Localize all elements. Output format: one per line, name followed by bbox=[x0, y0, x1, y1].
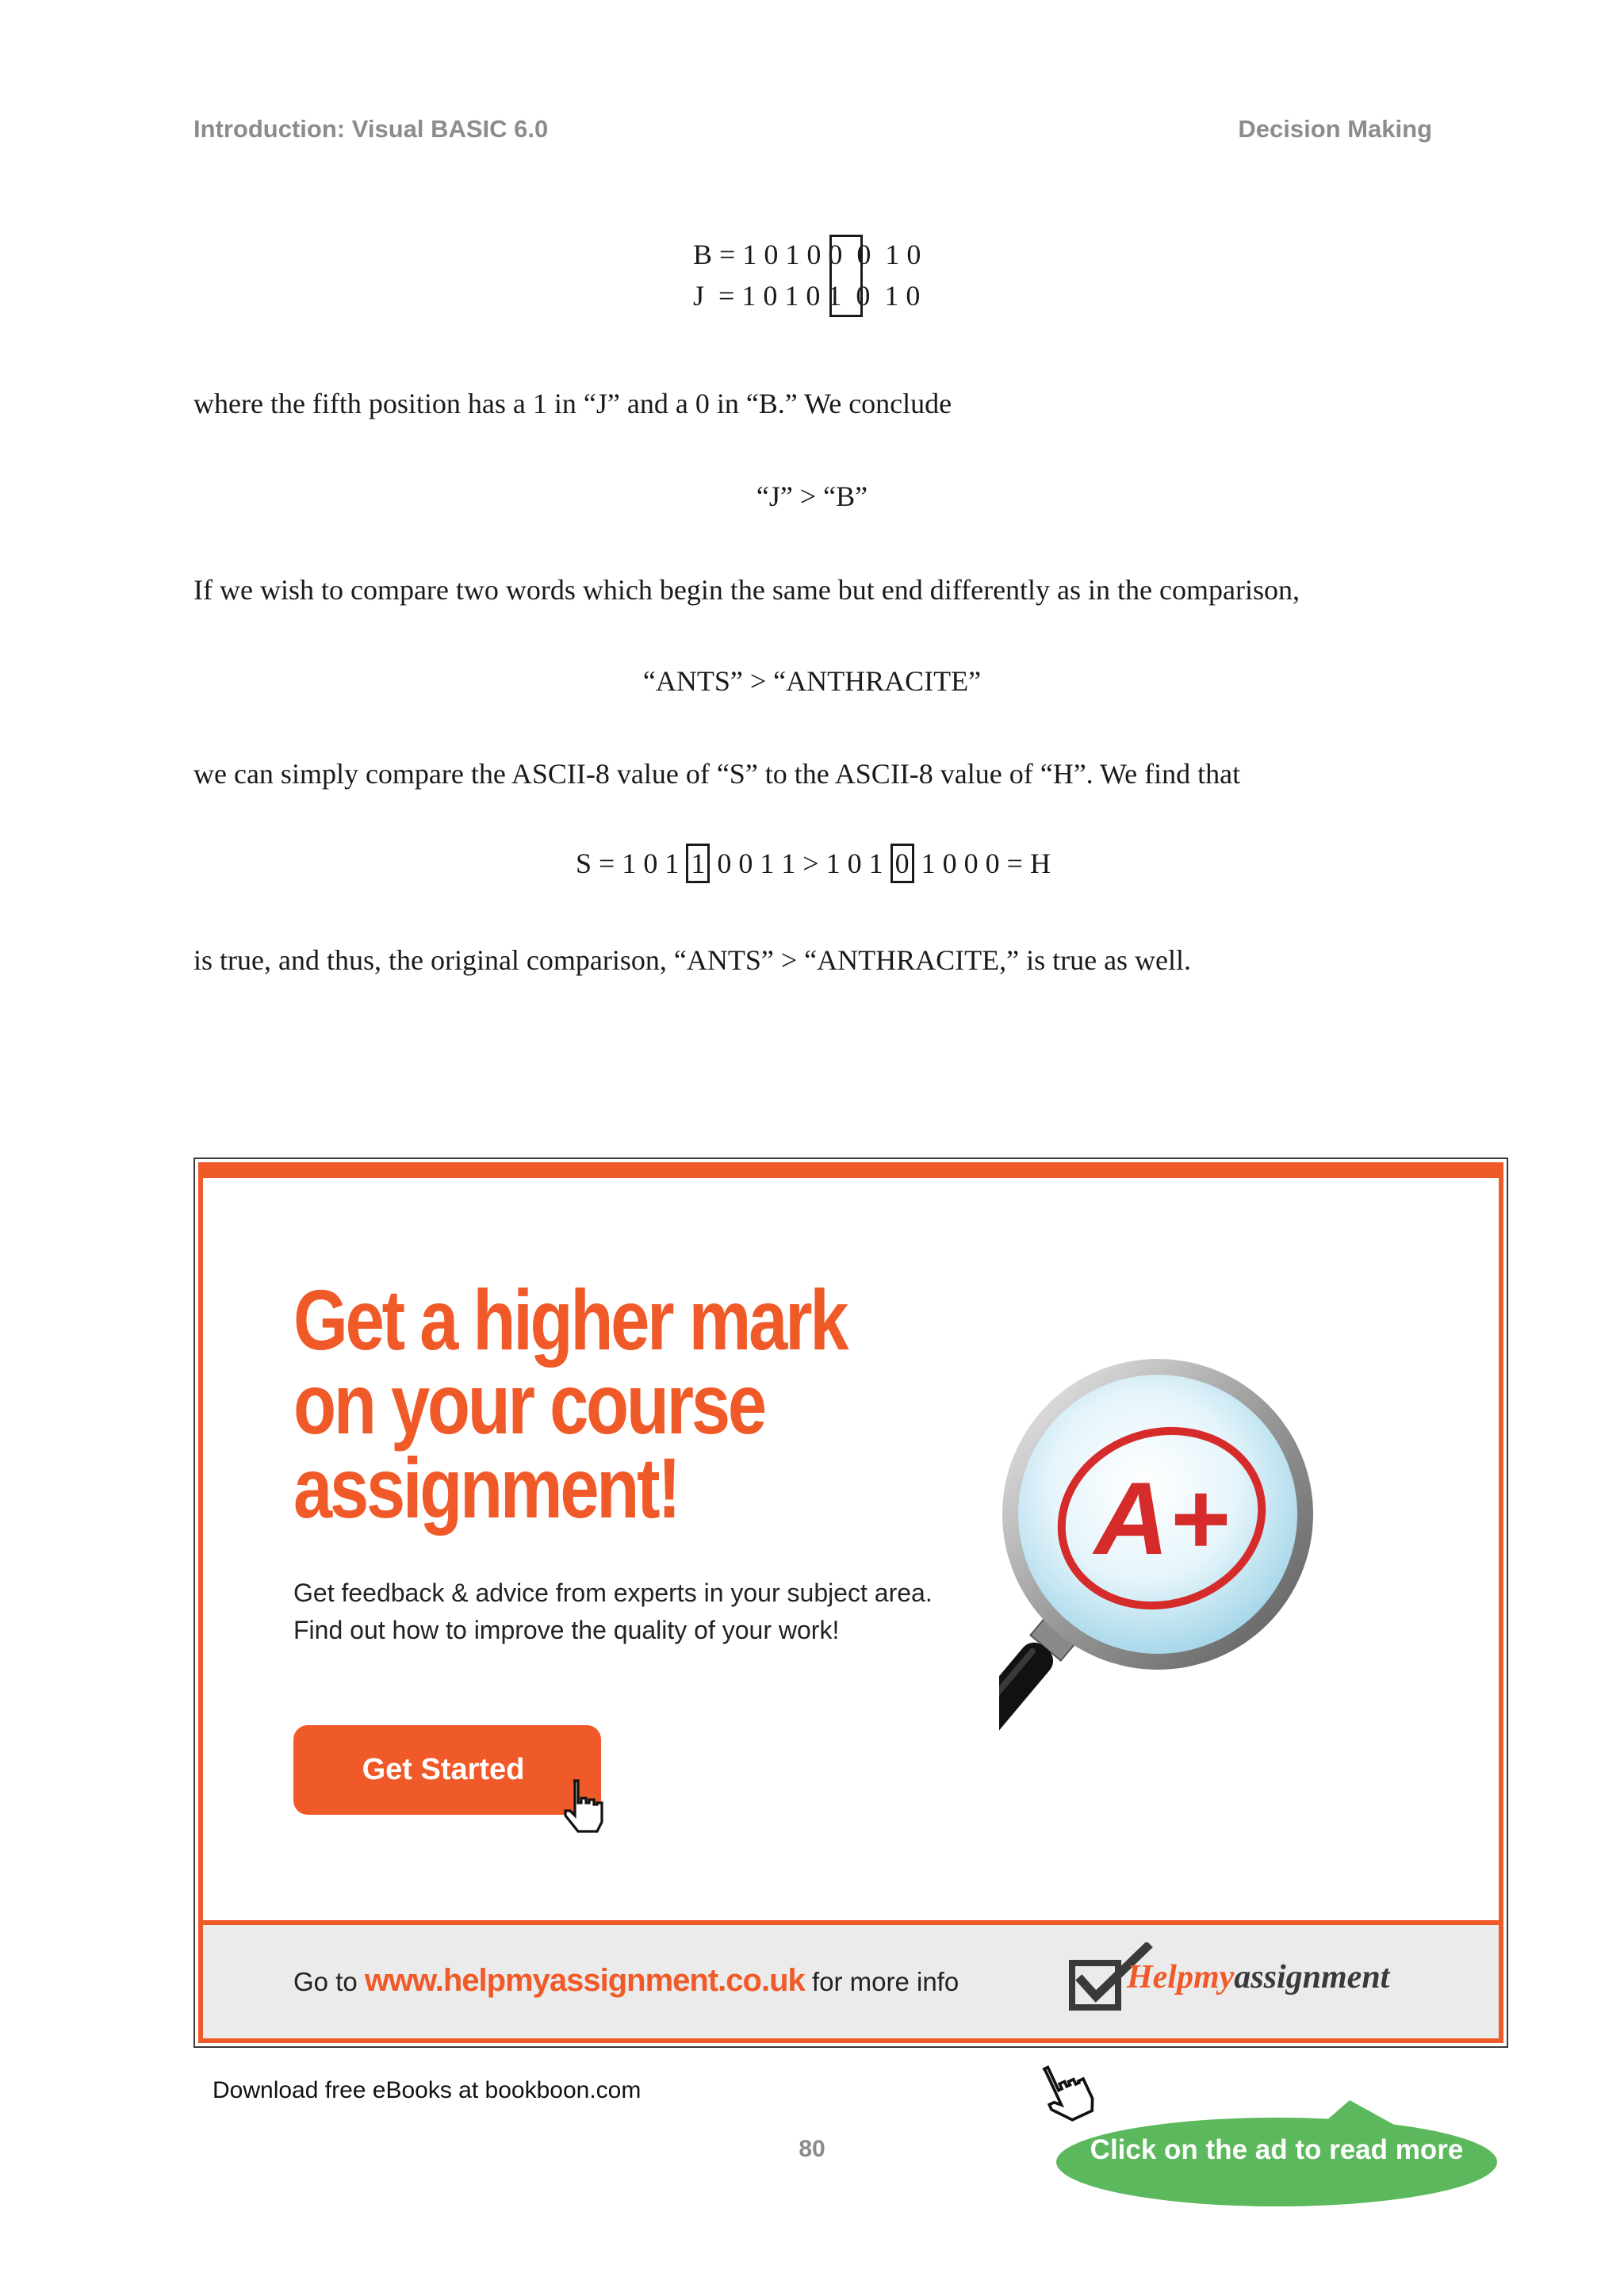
download-ebooks-text: Download free eBooks at bookboon.com bbox=[213, 2077, 642, 2103]
paragraph-ascii-compare: we can simply compare the ASCII-8 value of “S” to the ASCII-8 value of “H”. We find that bbox=[193, 758, 1241, 790]
ad-headline-line-3: assignment! bbox=[293, 1440, 679, 1536]
equation-ants-anthracite: “ANTS” > “ANTHRACITE” bbox=[642, 665, 982, 697]
read-more-label[interactable]: Click on the ad to read more bbox=[1090, 2134, 1464, 2165]
ad-headline-line-2: on your course bbox=[293, 1356, 764, 1452]
paragraph-fifth-position: where the fifth position has a 1 in “J” and a 0 in “B.” We conclude bbox=[193, 388, 952, 419]
get-started-button[interactable] bbox=[293, 1725, 601, 1815]
logo-part-helpmy: Helpmy bbox=[1127, 1959, 1235, 1996]
paragraph-compare-words: If we wish to compare two words which begin the same but end differently as in the comparison, bbox=[193, 574, 1300, 606]
equation-line-j: J = 1 0 1 0 1 0 1 0 bbox=[693, 280, 921, 312]
logo-part-assignment: assignment bbox=[1234, 1959, 1390, 1996]
page-number: 80 bbox=[799, 2136, 825, 2162]
equation-s-part-c: 1 0 0 0 = H bbox=[921, 848, 1051, 879]
advertisement-banner[interactable] bbox=[193, 1158, 1508, 2048]
ad-footer-bar bbox=[203, 1920, 1499, 2038]
equation-s-part-a: S = 1 0 1 bbox=[576, 848, 680, 879]
grade-a-plus-text: A+ bbox=[1094, 1460, 1229, 1576]
ad-footer-pre: Go to bbox=[293, 1967, 358, 1996]
ad-frame bbox=[198, 1162, 1503, 2043]
ad-subtext: Get feedback & advice from experts in your subject area. Find out how to improve the quality of your work! bbox=[293, 1578, 933, 1644]
paragraph-conclusion: is true, and thus, the original comparison, “ANTS” > “ANTHRACITE,” is true as well. bbox=[193, 944, 1192, 976]
ad-footer-post: for more info bbox=[811, 1967, 959, 1996]
hand-cursor-icon bbox=[557, 1777, 608, 1844]
ad-headline bbox=[293, 1272, 879, 1536]
helpmyassignment-logo-text bbox=[1127, 1958, 1389, 1996]
equation-s-greater-h bbox=[576, 844, 1051, 883]
ad-footer-text bbox=[293, 1963, 959, 1999]
equation-line-b: B = 1 0 1 0 0 0 1 0 bbox=[693, 239, 921, 270]
ad-headline-line-1: Get a higher mark bbox=[293, 1272, 847, 1368]
running-header-left: Introduction: Visual BASIC 6.0 bbox=[193, 115, 549, 143]
get-started-label: Get Started bbox=[362, 1753, 525, 1786]
highlight-box-fifth-bit bbox=[829, 235, 863, 317]
highlight-box-h-bit: 0 bbox=[891, 844, 914, 883]
magnifying-glass-icon bbox=[999, 1356, 1475, 1800]
equation-j-greater-b: “J” > “B” bbox=[756, 480, 868, 512]
highlight-box-s-bit: 1 bbox=[686, 844, 710, 883]
equation-s-part-b: 0 0 1 1 > 1 0 1 bbox=[717, 848, 883, 879]
ad-footer-url-link[interactable]: www.helpmyassignment.co.uk bbox=[364, 1963, 805, 1998]
running-header-right: Decision Making bbox=[1238, 115, 1432, 143]
